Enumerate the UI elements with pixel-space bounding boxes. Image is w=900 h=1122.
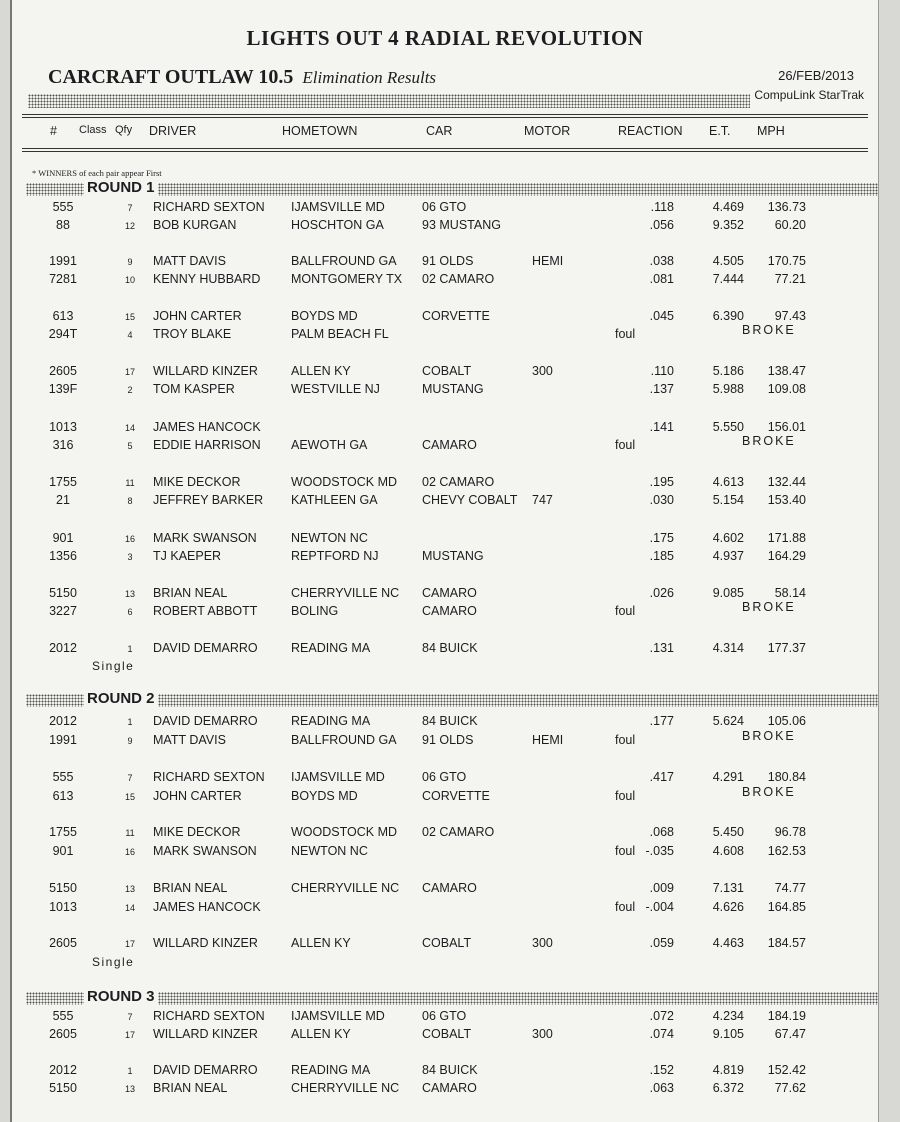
entry-et: 4.602 <box>712 531 744 545</box>
entry-qfy: 8 <box>127 496 133 506</box>
entry-mph: 170.75 <box>767 254 806 268</box>
entry-num: 139F <box>48 382 78 396</box>
entry-reaction: -.035 <box>645 844 674 858</box>
entry-reaction: .030 <box>649 493 674 507</box>
entry-reaction: .072 <box>649 1009 674 1023</box>
entry-num: 294T <box>48 327 78 341</box>
entry-mph: 132.44 <box>767 475 806 489</box>
entry-hometown: WESTVILLE NJ <box>291 382 380 396</box>
entry-qfy: 9 <box>127 257 133 267</box>
entry-mph: 136.73 <box>767 200 806 214</box>
entry-num: 2012 <box>49 714 77 728</box>
round-title: ROUND 1 <box>84 179 158 196</box>
entry-hometown: IJAMSVILLE MD <box>291 200 385 214</box>
entry-num: 316 <box>52 438 74 452</box>
entry-car: 02 CAMARO <box>422 825 495 839</box>
entry-qfy: 16 <box>124 847 135 857</box>
entry-car: 02 CAMARO <box>422 475 495 489</box>
entry-foul: foul <box>615 733 636 747</box>
entry-num: 21 <box>56 493 70 507</box>
entry-qfy: 7 <box>127 1012 133 1022</box>
entry-qfy: 3 <box>127 552 133 562</box>
entry-num: 1991 <box>49 733 77 747</box>
entry-foul: foul <box>615 900 636 914</box>
col-header-driver: DRIVER <box>149 124 197 138</box>
entry-num: 2605 <box>49 364 77 378</box>
entry-reaction: .026 <box>649 586 674 600</box>
entry-hometown: AEWOTH GA <box>291 438 368 452</box>
entry-reaction: .063 <box>649 1081 674 1095</box>
entry-reaction: -.004 <box>645 900 674 914</box>
entry-mph: 105.06 <box>767 714 806 728</box>
entry-et: 6.372 <box>712 1081 744 1095</box>
entry-num: 2605 <box>49 936 77 950</box>
entry-mph: 164.29 <box>767 549 806 563</box>
col-header-et: E.T. <box>709 124 731 138</box>
entry-et: 9.085 <box>712 586 744 600</box>
entry-reaction: .152 <box>649 1063 674 1077</box>
entry-et: 5.624 <box>712 714 744 728</box>
entry-qfy: 13 <box>124 1084 135 1094</box>
entry-reaction: .185 <box>649 549 674 563</box>
col-header-num: # <box>50 124 57 138</box>
entry-driver: BRIAN NEAL <box>153 1081 228 1095</box>
entry-driver: MIKE DECKOR <box>153 825 241 839</box>
entry-reaction: .175 <box>649 531 674 545</box>
header-rule-bottom-2 <box>22 151 868 152</box>
entry-qfy: 1 <box>127 1066 133 1076</box>
entry-broke: BROKE <box>742 434 796 448</box>
entry-hometown: HOSCHTON GA <box>291 218 384 232</box>
entry-reaction: .081 <box>649 272 674 286</box>
entry-reaction: .045 <box>649 309 674 323</box>
entry-car: 91 OLDS <box>422 254 474 268</box>
entry-broke: BROKE <box>742 785 796 799</box>
entry-car: 06 GTO <box>422 200 467 214</box>
round-title: ROUND 3 <box>84 988 158 1005</box>
entry-et: 4.463 <box>712 936 744 950</box>
header-rule-bottom <box>22 148 868 149</box>
entry-num: 555 <box>52 1009 74 1023</box>
entry-car: CAMARO <box>422 604 477 618</box>
entry-car: MUSTANG <box>422 382 484 396</box>
entry-hometown: PALM BEACH FL <box>291 327 389 341</box>
entry-driver: EDDIE HARRISON <box>153 438 261 452</box>
entry-et: 4.819 <box>712 1063 744 1077</box>
entry-qfy: 1 <box>127 717 133 727</box>
entry-qfy: 17 <box>124 367 135 377</box>
entry-hometown: MONTGOMERY TX <box>291 272 403 286</box>
entry-driver: MIKE DECKOR <box>153 475 241 489</box>
entry-motor: 300 <box>532 364 553 378</box>
entry-mph: 58.14 <box>774 586 806 600</box>
entry-num: 1013 <box>49 420 77 434</box>
entry-qfy: 7 <box>127 773 133 783</box>
single-run-label: Single <box>92 955 135 969</box>
entry-hometown: REPTFORD NJ <box>291 549 379 563</box>
entry-et: 7.131 <box>712 881 744 895</box>
entry-et: 5.450 <box>712 825 744 839</box>
entry-num: 1755 <box>49 475 77 489</box>
entry-driver: MATT DAVIS <box>153 733 226 747</box>
entry-num: 5150 <box>49 586 77 600</box>
entry-et: 4.626 <box>712 900 744 914</box>
entry-et: 7.444 <box>712 272 744 286</box>
entry-driver: JAMES HANCOCK <box>153 420 261 434</box>
entry-num: 901 <box>52 531 74 545</box>
entry-driver: ROBERT ABBOTT <box>153 604 258 618</box>
entry-mph: 164.85 <box>767 900 806 914</box>
entry-qfy: 17 <box>124 939 135 949</box>
entry-hometown: CHERRYVILLE NC <box>291 881 400 895</box>
entry-hometown: IJAMSVILLE MD <box>291 770 385 784</box>
entry-driver: RICHARD SEXTON <box>153 770 265 784</box>
entry-et: 4.937 <box>712 549 744 563</box>
entry-et: 5.550 <box>712 420 744 434</box>
entry-reaction: .195 <box>649 475 674 489</box>
entry-car: COBALT <box>422 1027 472 1041</box>
entry-mph: 152.42 <box>767 1063 806 1077</box>
entry-reaction: .177 <box>649 714 674 728</box>
header-rule-top <box>22 114 868 115</box>
entry-num: 555 <box>52 770 74 784</box>
entry-hometown: READING MA <box>291 714 371 728</box>
entry-foul: foul <box>615 438 636 452</box>
entry-mph: 109.08 <box>767 382 806 396</box>
entry-car: CORVETTE <box>422 309 490 323</box>
entry-car: 91 OLDS <box>422 733 474 747</box>
entry-qfy: 5 <box>127 441 133 451</box>
col-header-hometown: HOMETOWN <box>282 124 358 138</box>
entry-hometown: ALLEN KY <box>291 1027 351 1041</box>
entry-et: 6.390 <box>712 309 744 323</box>
entry-qfy: 13 <box>124 884 135 894</box>
entry-car: CAMARO <box>422 586 477 600</box>
entry-foul: foul <box>615 604 636 618</box>
entry-driver: RICHARD SEXTON <box>153 200 265 214</box>
class-heading <box>48 66 436 89</box>
entry-reaction: .137 <box>649 382 674 396</box>
entry-qfy: 14 <box>124 423 135 433</box>
entry-mph: 96.78 <box>774 825 806 839</box>
entry-hometown: KATHLEEN GA <box>291 493 378 507</box>
winners-note: * WINNERS of each pair appear First <box>32 168 162 178</box>
entry-num: 1991 <box>49 254 77 268</box>
entry-driver: TROY BLAKE <box>153 327 232 341</box>
entry-mph: 184.19 <box>767 1009 806 1023</box>
entry-driver: BRIAN NEAL <box>153 881 228 895</box>
entry-num: 1013 <box>49 900 77 914</box>
entry-driver: KENNY HUBBARD <box>153 272 261 286</box>
entry-car: MUSTANG <box>422 549 484 563</box>
entry-num: 5150 <box>49 881 77 895</box>
entry-motor: HEMI <box>532 254 564 268</box>
entry-num: 613 <box>52 789 74 803</box>
header-rule-top-2 <box>22 117 868 118</box>
entry-et: 9.105 <box>712 1027 744 1041</box>
entry-et: 4.613 <box>712 475 744 489</box>
entry-car: COBALT <box>422 364 472 378</box>
entry-hometown: BALLFROUND GA <box>291 254 397 268</box>
entry-qfy: 15 <box>124 792 135 802</box>
entry-mph: 180.84 <box>767 770 806 784</box>
entry-mph: 156.01 <box>767 420 806 434</box>
entry-reaction: .118 <box>650 200 674 214</box>
event-title: LIGHTS OUT 4 RADIAL REVOLUTION <box>246 26 644 50</box>
entry-mph: 138.47 <box>767 364 806 378</box>
dotted-band <box>28 94 750 108</box>
entry-driver: MARK SWANSON <box>153 531 257 545</box>
entry-mph: 77.21 <box>774 272 806 286</box>
entry-et: 4.234 <box>712 1009 744 1023</box>
entry-hometown: BOLING <box>291 604 339 618</box>
entry-motor: 300 <box>532 1027 553 1041</box>
entry-driver: JAMES HANCOCK <box>153 900 261 914</box>
col-header-motor: MOTOR <box>524 124 571 138</box>
entry-qfy: 10 <box>124 275 135 285</box>
entry-reaction: .131 <box>649 641 674 655</box>
entry-hometown: WOODSTOCK MD <box>291 825 398 839</box>
entry-car: COBALT <box>422 936 472 950</box>
results-subtitle: Elimination Results <box>302 68 437 87</box>
entry-qfy: 11 <box>125 478 135 488</box>
entry-reaction: .074 <box>649 1027 674 1041</box>
entry-qfy: 6 <box>127 607 133 617</box>
timing-brand: CompuLink StarTrak <box>754 88 864 102</box>
entry-reaction: .009 <box>649 881 674 895</box>
entry-hometown: READING MA <box>291 1063 371 1077</box>
entry-reaction: .056 <box>649 218 674 232</box>
class-name: CARCRAFT OUTLAW 10.5 <box>48 66 294 88</box>
entry-qfy: 4 <box>127 330 133 340</box>
col-header-mph: MPH <box>757 124 785 138</box>
entry-driver: MATT DAVIS <box>153 254 226 268</box>
entry-driver: JEFFREY BARKER <box>153 493 264 507</box>
entry-hometown: ALLEN KY <box>291 364 351 378</box>
entry-hometown: NEWTON NC <box>291 844 368 858</box>
entry-qfy: 15 <box>124 312 135 322</box>
entry-driver: MARK SWANSON <box>153 844 257 858</box>
entry-et: 4.469 <box>712 200 744 214</box>
results-sheet <box>10 0 879 1122</box>
entry-motor: 747 <box>532 493 553 507</box>
entry-hometown: READING MA <box>291 641 371 655</box>
entry-qfy: 1 <box>127 644 133 654</box>
entry-foul: foul <box>615 844 636 858</box>
entry-qfy: 16 <box>124 534 135 544</box>
entry-mph: 77.62 <box>774 1081 806 1095</box>
entry-driver: JOHN CARTER <box>153 789 242 803</box>
entry-driver: DAVID DEMARRO <box>153 714 258 728</box>
entry-car: CORVETTE <box>422 789 490 803</box>
entry-mph: 97.43 <box>774 309 806 323</box>
entry-et: 4.505 <box>712 254 744 268</box>
entry-driver: BRIAN NEAL <box>153 586 228 600</box>
entry-hometown: CHERRYVILLE NC <box>291 586 400 600</box>
entry-num: 555 <box>52 200 74 214</box>
entry-mph: 60.20 <box>774 218 806 232</box>
entry-driver: JOHN CARTER <box>153 309 242 323</box>
entry-car: 84 BUICK <box>422 714 478 728</box>
entry-num: 901 <box>52 844 74 858</box>
entry-foul: foul <box>615 789 636 803</box>
entry-num: 3227 <box>49 604 77 618</box>
entry-driver: WILLARD KINZER <box>153 1027 258 1041</box>
entry-driver: DAVID DEMARRO <box>153 641 258 655</box>
entry-broke: BROKE <box>742 600 796 614</box>
entry-et: 4.608 <box>712 844 744 858</box>
entry-hometown: BOYDS MD <box>291 309 358 323</box>
entry-car: 84 BUICK <box>422 1063 478 1077</box>
entry-num: 7281 <box>49 272 77 286</box>
entry-num: 2012 <box>49 641 77 655</box>
entry-et: 9.352 <box>712 218 744 232</box>
entry-qfy: 13 <box>124 589 135 599</box>
entry-hometown: CHERRYVILLE NC <box>291 1081 400 1095</box>
entry-num: 5150 <box>49 1081 77 1095</box>
entry-num: 2605 <box>49 1027 77 1041</box>
entry-car: 06 GTO <box>422 1009 467 1023</box>
entry-reaction: .059 <box>649 936 674 950</box>
entry-qfy: 12 <box>124 221 135 231</box>
entry-num: 1356 <box>49 549 77 563</box>
entry-qfy: 11 <box>125 828 135 838</box>
col-header-reaction: REACTION <box>618 124 683 138</box>
entry-mph: 74.77 <box>774 881 806 895</box>
entry-driver: WILLARD KINZER <box>153 364 258 378</box>
entry-driver: WILLARD KINZER <box>153 936 258 950</box>
entry-motor: HEMI <box>532 733 564 747</box>
entry-reaction: .110 <box>650 364 674 378</box>
entry-mph: 162.53 <box>767 844 806 858</box>
entry-qfy: 17 <box>124 1030 135 1040</box>
entry-mph: 67.47 <box>774 1027 806 1041</box>
entry-foul: foul <box>615 327 636 341</box>
entry-driver: BOB KURGAN <box>153 218 237 232</box>
entry-car: CAMARO <box>422 438 477 452</box>
entry-num: 2012 <box>49 1063 77 1077</box>
entry-car: 84 BUICK <box>422 641 478 655</box>
entry-num: 88 <box>56 218 70 232</box>
entry-driver: TOM KASPER <box>153 382 235 396</box>
entry-mph: 153.40 <box>767 493 806 507</box>
entry-num: 1755 <box>49 825 77 839</box>
entry-broke: BROKE <box>742 323 796 337</box>
entry-qfy: 7 <box>127 203 133 213</box>
entry-hometown: NEWTON NC <box>291 531 368 545</box>
entry-hometown: IJAMSVILLE MD <box>291 1009 385 1023</box>
entry-qfy: 14 <box>124 903 135 913</box>
entry-num: 613 <box>52 309 74 323</box>
entry-hometown: BOYDS MD <box>291 789 358 803</box>
results-date: 26/FEB/2013 <box>778 68 854 83</box>
entry-broke: BROKE <box>742 729 796 743</box>
entry-reaction: .417 <box>649 770 674 784</box>
entry-mph: 171.88 <box>767 531 806 545</box>
col-header-car: CAR <box>426 124 453 138</box>
entry-car: CAMARO <box>422 881 477 895</box>
entry-hometown: ALLEN KY <box>291 936 351 950</box>
entry-car: 02 CAMARO <box>422 272 495 286</box>
entry-car: CAMARO <box>422 1081 477 1095</box>
entry-reaction: .141 <box>649 420 674 434</box>
entry-qfy: 9 <box>127 736 133 746</box>
entry-hometown: BALLFROUND GA <box>291 733 397 747</box>
entry-hometown: WOODSTOCK MD <box>291 475 398 489</box>
entry-et: 5.988 <box>712 382 744 396</box>
entry-qfy: 2 <box>127 385 133 395</box>
entry-et: 4.291 <box>712 770 744 784</box>
entry-et: 5.154 <box>712 493 744 507</box>
entry-reaction: .038 <box>649 254 674 268</box>
col-header-class: Class <box>79 124 107 136</box>
entry-mph: 184.57 <box>767 936 806 950</box>
entry-mph: 177.37 <box>767 641 806 655</box>
entry-driver: RICHARD SEXTON <box>153 1009 265 1023</box>
round-title: ROUND 2 <box>84 690 158 707</box>
entry-car: CHEVY COBALT <box>422 493 518 507</box>
entry-et: 4.314 <box>712 641 744 655</box>
entry-driver: TJ KAEPER <box>153 549 222 563</box>
single-run-label: Single <box>92 659 135 673</box>
entry-car: 06 GTO <box>422 770 467 784</box>
entry-motor: 300 <box>532 936 553 950</box>
col-header-qfy: Qfy <box>115 124 133 136</box>
entry-reaction: .068 <box>649 825 674 839</box>
entry-driver: DAVID DEMARRO <box>153 1063 258 1077</box>
entry-car: 93 MUSTANG <box>422 218 501 232</box>
entry-et: 5.186 <box>712 364 744 378</box>
